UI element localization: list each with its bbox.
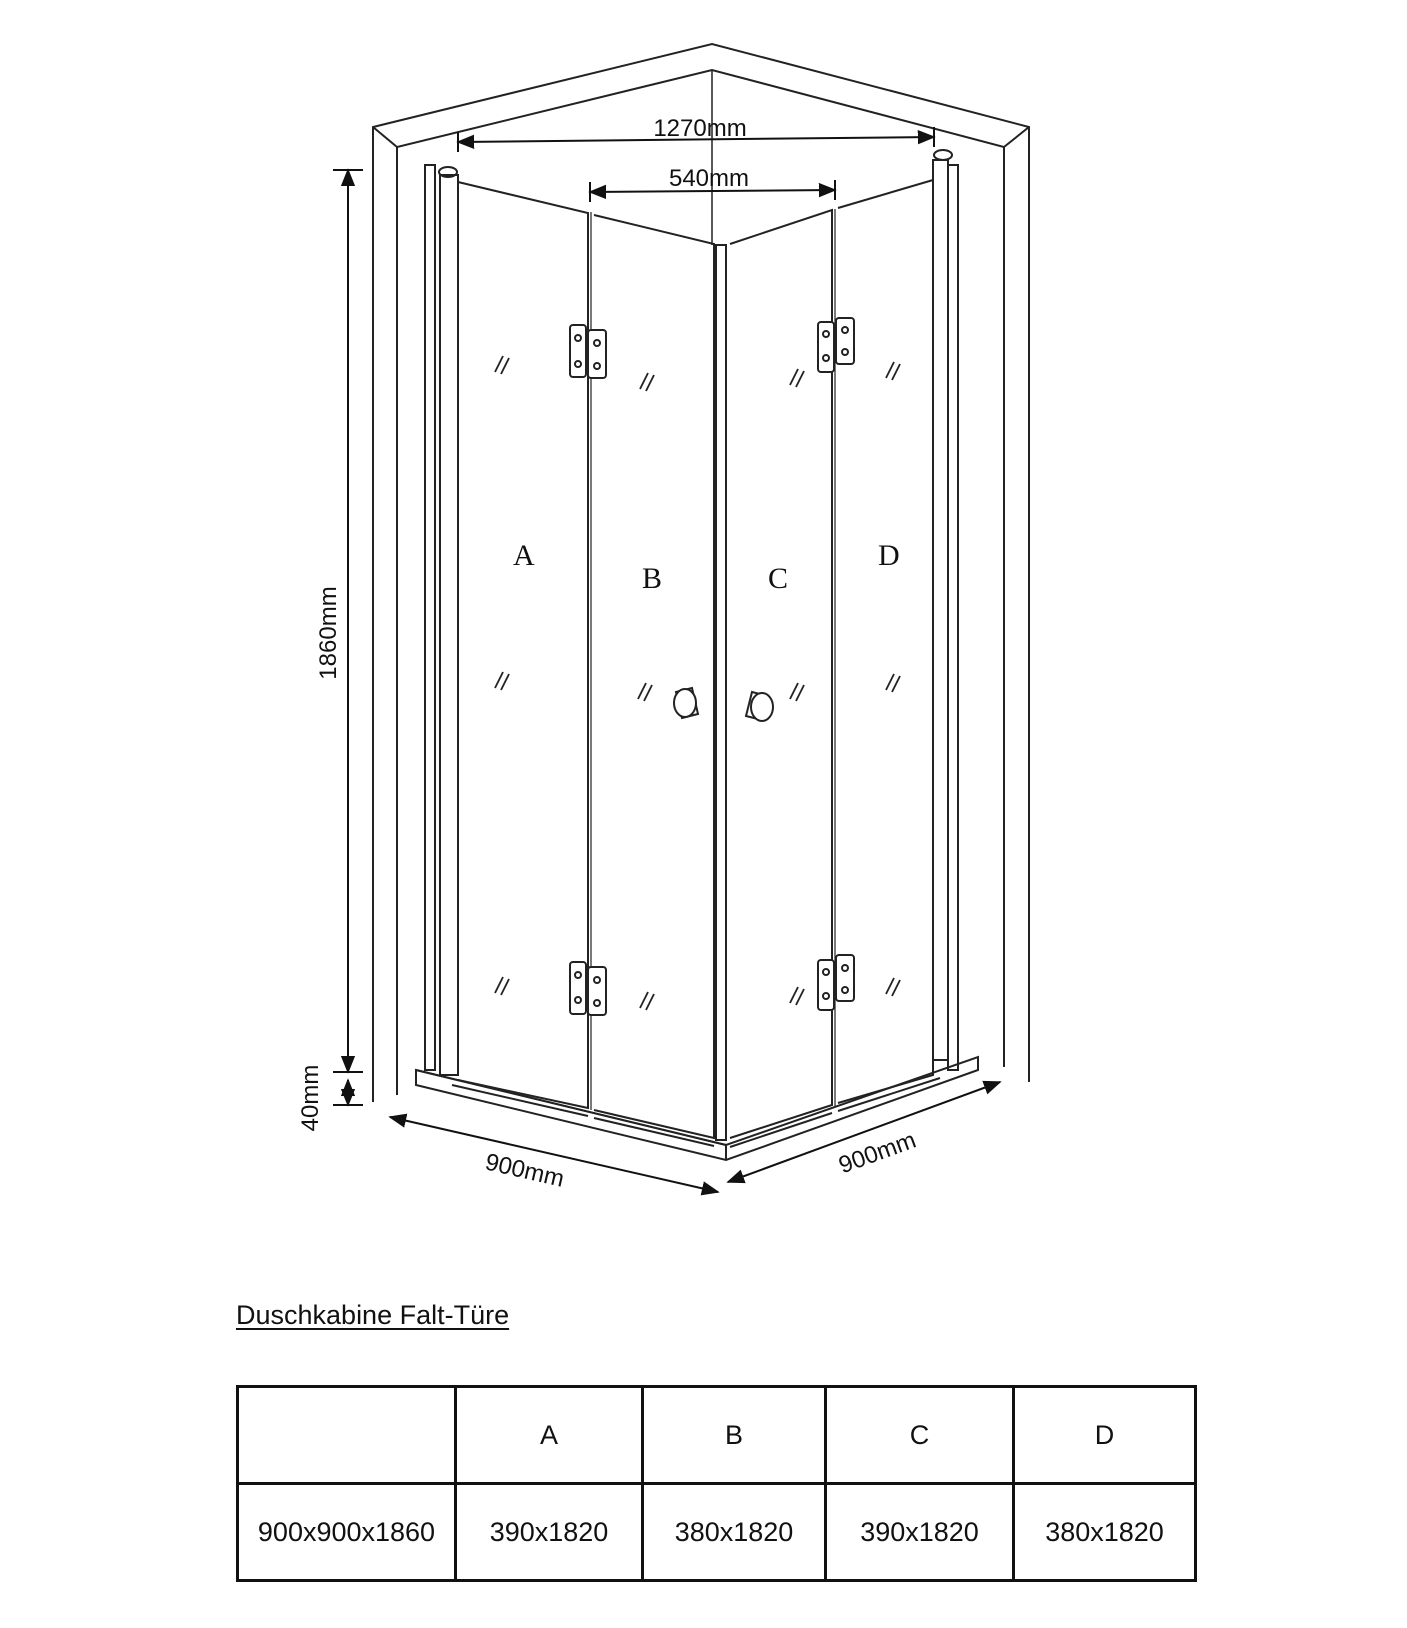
table-header-cell — [238, 1387, 456, 1484]
table-cell: 380x1820 — [643, 1484, 826, 1581]
table-header-cell: D — [1014, 1387, 1196, 1484]
dimension-lines — [333, 127, 1000, 1192]
panel-label-a: A — [513, 539, 535, 572]
panel-label-b: B — [642, 562, 663, 595]
table-row — [238, 1484, 1196, 1581]
table-cell: 390x1820 — [826, 1484, 1014, 1581]
table-header-cell: B — [643, 1387, 826, 1484]
dimension-left-depth: 900mm — [482, 1148, 567, 1193]
door-knob-icon — [674, 688, 773, 721]
table-header-cell: A — [456, 1387, 643, 1484]
panel-label-c: C — [768, 562, 789, 595]
dimension-top-width: 1270mm — [653, 115, 747, 142]
dimension-tray-height: 40mm — [297, 1064, 324, 1132]
corner-walls — [373, 44, 1029, 1102]
hinge-icon — [570, 318, 854, 1015]
dimension-right-depth: 900mm — [835, 1126, 920, 1180]
dimension-door-opening: 540mm — [668, 165, 750, 192]
drawing-caption: Duschkabine Falt-Türe — [236, 1300, 510, 1330]
glass-reflection-marks — [495, 356, 900, 1010]
panel-label-d: D — [878, 539, 900, 572]
glass-panels — [452, 180, 940, 1147]
table-header-row — [238, 1387, 1196, 1484]
table-cell: 380x1820 — [1014, 1484, 1196, 1581]
wall-profiles — [425, 150, 958, 1075]
table-header-cell: C — [826, 1387, 1014, 1484]
table-cell: 900x900x1860 — [238, 1484, 456, 1581]
dimension-height: 1860mm — [315, 586, 342, 680]
panel-size-table — [236, 1385, 1197, 1582]
table-cell: 390x1820 — [456, 1484, 643, 1581]
